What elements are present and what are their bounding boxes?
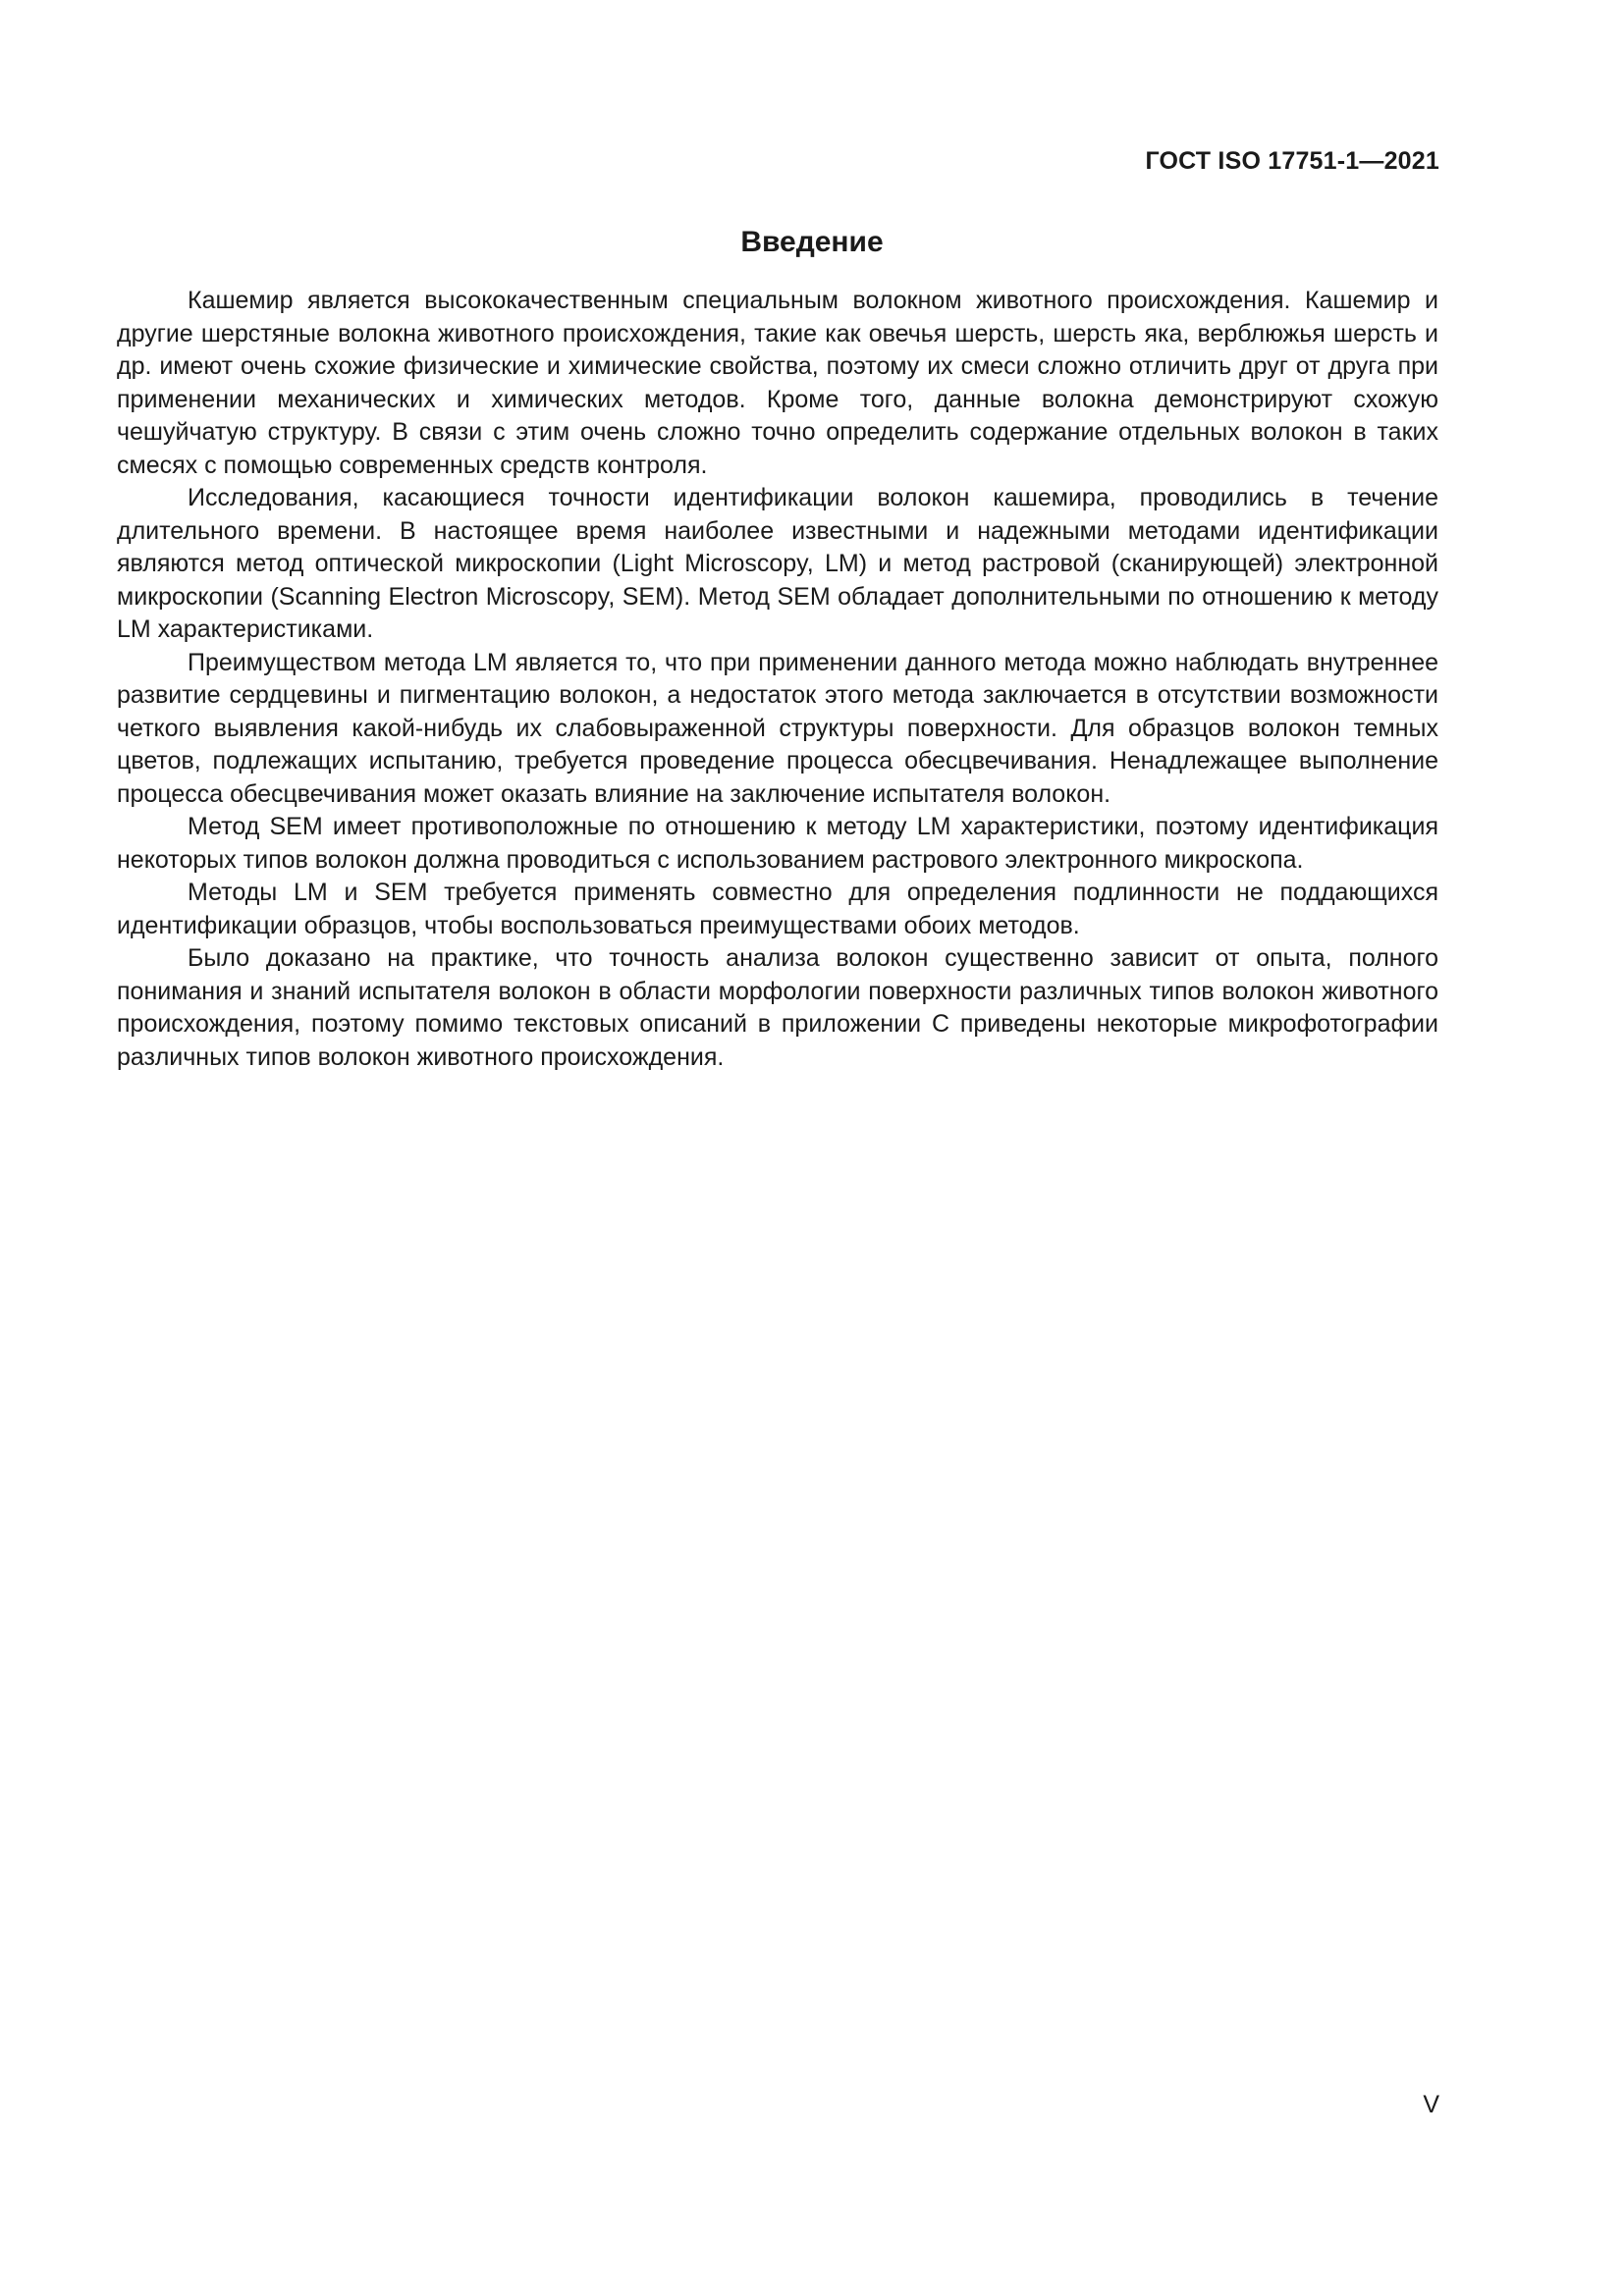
section-title: Введение <box>740 226 884 258</box>
introduction-body <box>117 285 1438 1074</box>
paragraph-6: Было доказано на практике, что точность анализа волокон существенно зависит от опыта, полного понимания и знаний испытателя волокон в области морфологии поверхности различных типов волокон животного происхождения, поэтому помимо текстовых описаний в приложении С приведены некоторые микрофотографии различных типов волокон животного происхождения. <box>117 944 1438 1071</box>
paragraph-5: Методы LM и SEM требуется применять совместно для определения подлинности не поддающихся идентификации образцов, чтобы воспользоваться преимуществами обоих методов. <box>117 879 1438 939</box>
paragraph-4: Метод SEM имеет противоположные по отношению к методу LM характеристики, поэтому идентификация некоторых типов волокон должна проводиться с использованием растрового электронного микроскопа. <box>117 813 1438 874</box>
standard-designation: ГОСТ ISO 17751-1—2021 <box>1145 147 1439 175</box>
paragraph-2: Исследования, касающиеся точности идентификации волокон кашемира, проводились в течение длительного времени. В настоящее время наиболее известными и надежными методами идентификации являются метод оптической микроскопии (Light Microscopy, LM) и метод растровой (сканирующей) электронной микроскопии (Scanning Electron Microscopy, SEM). Метод SEM обладает дополнительными по отношению к методу LM характеристиками. <box>117 484 1438 643</box>
paragraph-1: Кашемир является высококачественным специальным волокном животного происхождения. Кашемир и другие шерстяные волокна животного происхождения, такие как овечья шерсть, шерсть яка, верблюжья шерсть и др. имеют очень схожие физические и химические свойства, поэтому их смеси сложно отличить друг от друга при применении механических и химических методов. Кроме того, данные волокна демонстрируют схожую чешуйчатую структуру. В связи с этим очень сложно точно определить содержание отдельных волокон в таких смесях с помощью современных средств контроля. <box>117 287 1438 479</box>
paragraph-3: Преимуществом метода LM является то, что при применении данного метода можно наблюдать внутреннее развитие сердцевины и пигментацию волокон, а недостаток этого метода заключается в отсутствии возможности четкого выявления какой-нибудь их слабовыраженной структуры поверхности. Для образцов волокон темных цветов, подлежащих испытанию, требуется проведение процесса обесцвечивания. Ненадлежащее выполнение процесса обесцвечивания может оказать влияние на заключение испытателя волокон. <box>117 648 1438 808</box>
page-number: V <box>1423 2091 1439 2118</box>
